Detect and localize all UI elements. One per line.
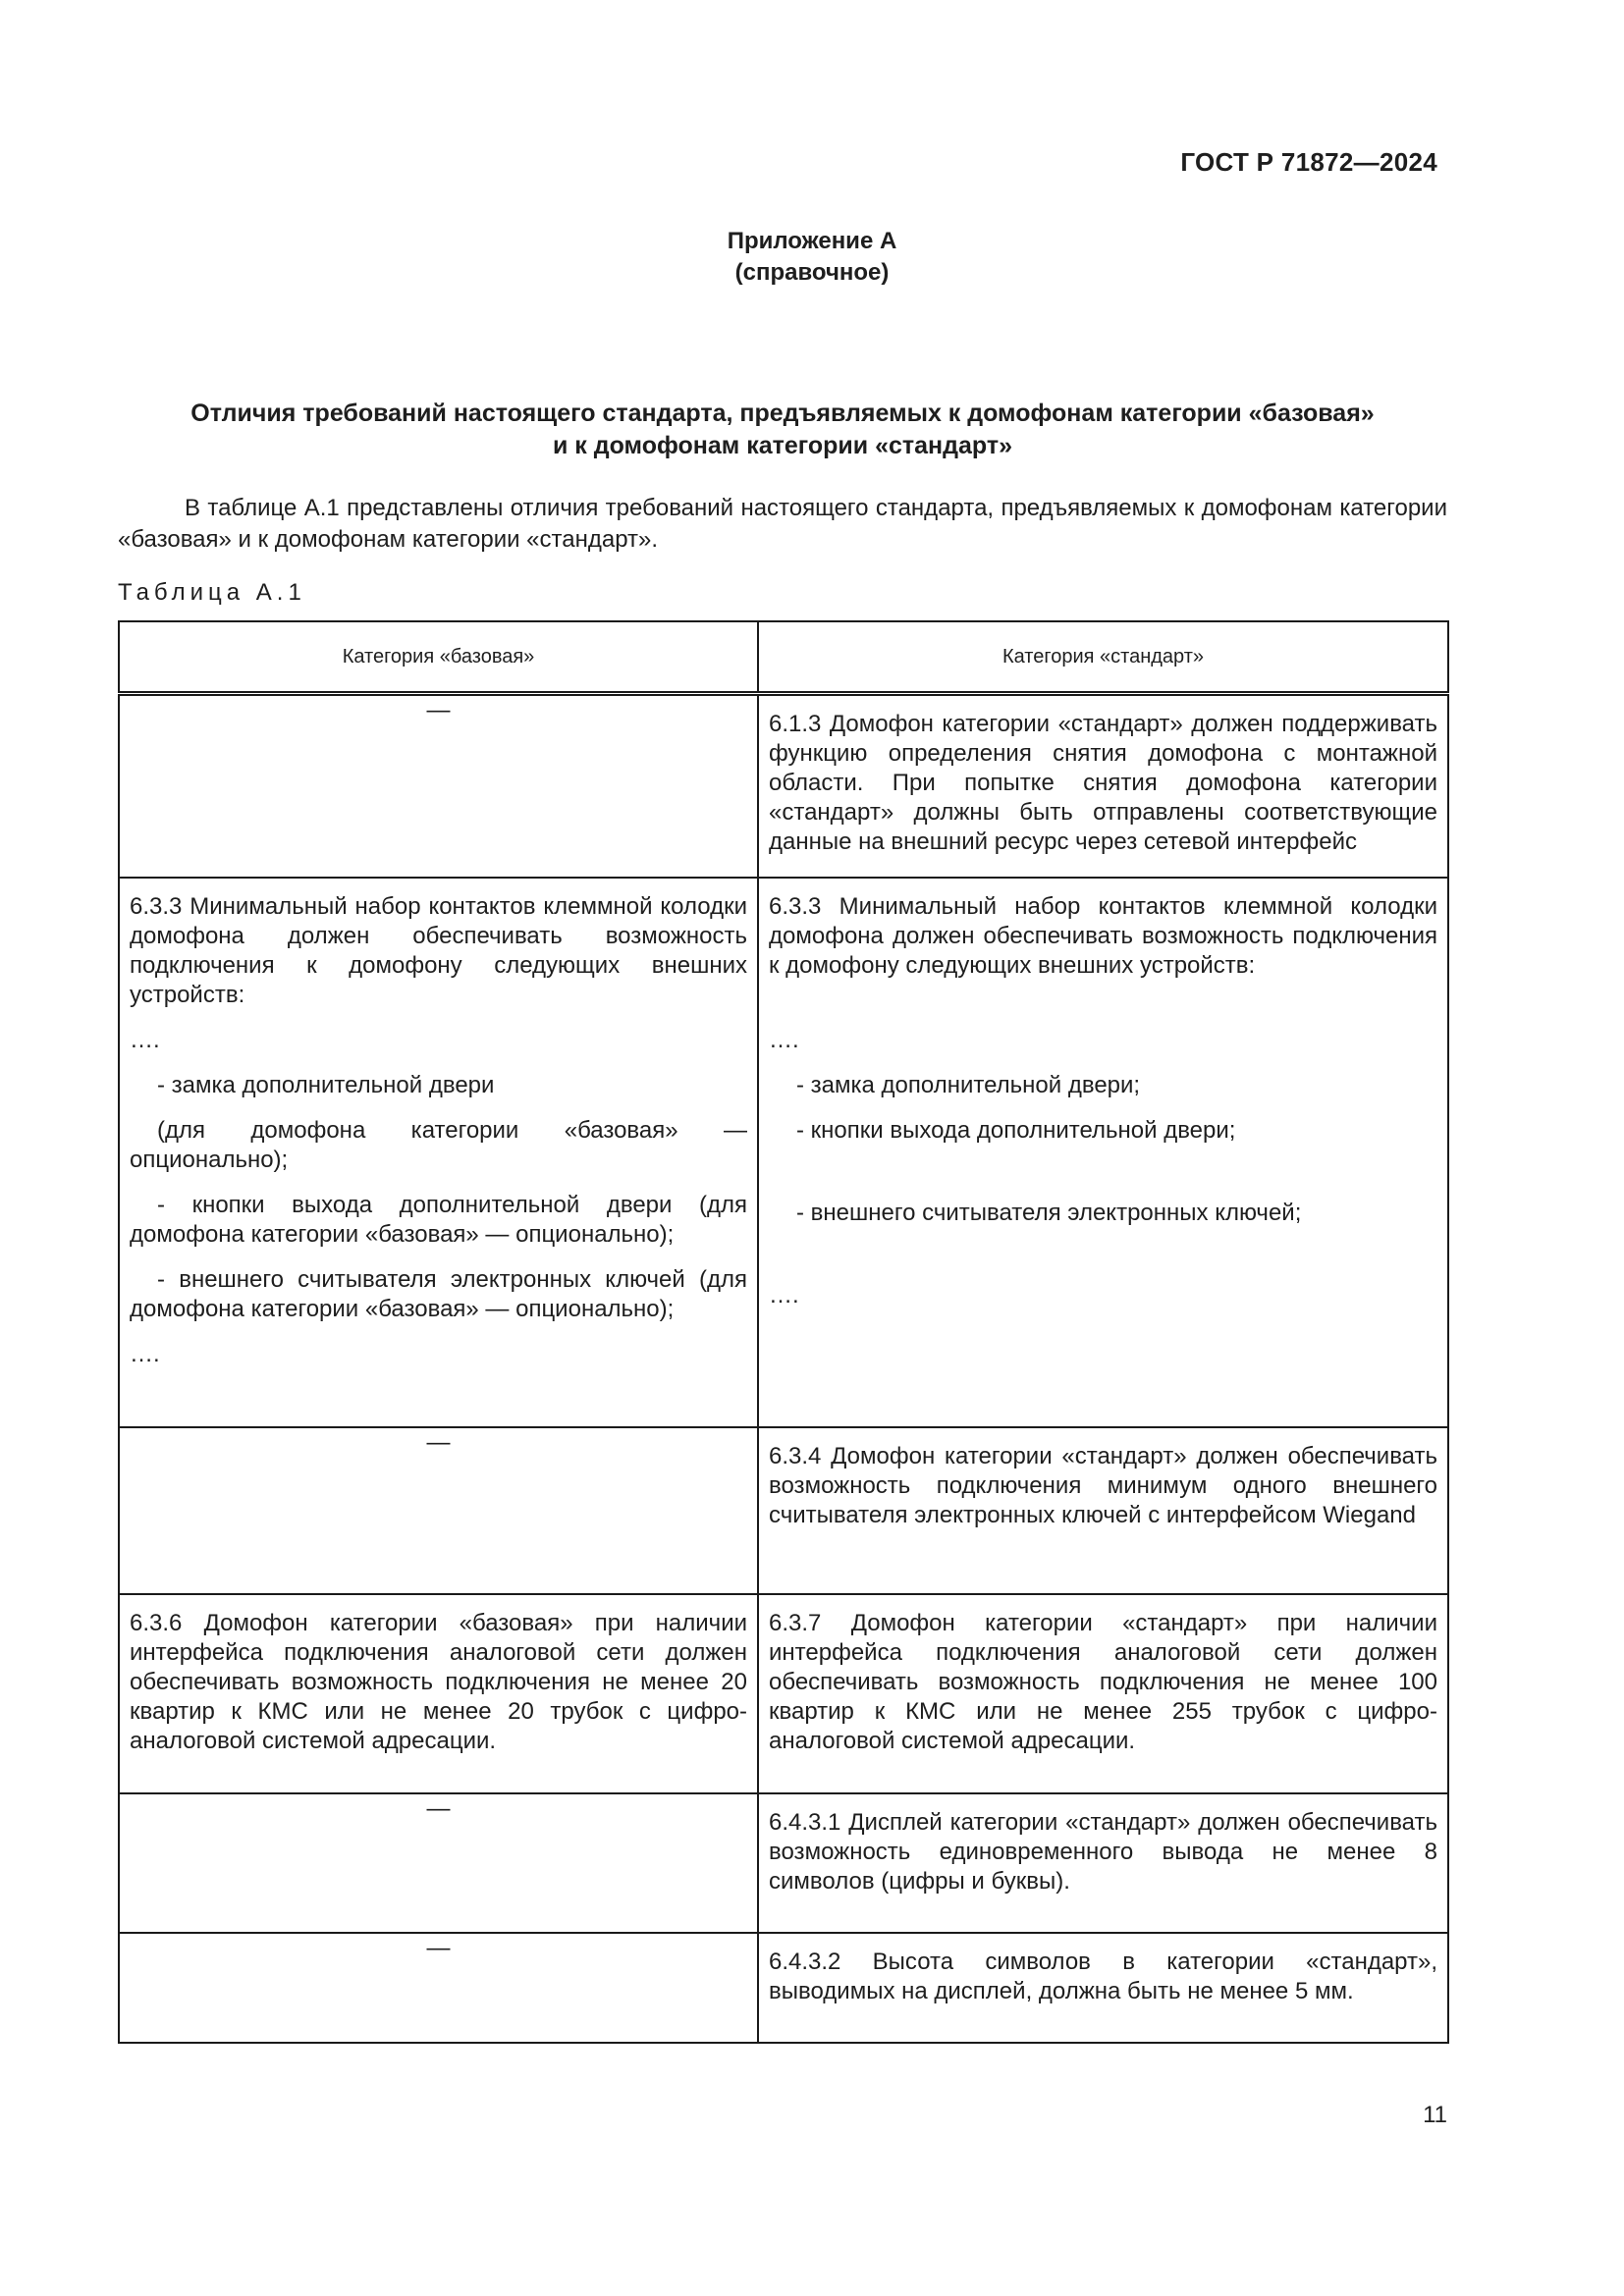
empty-dash: — [426, 1795, 451, 1822]
list-item-note: (для домофона категории «базовая» — опционально); [130, 1117, 747, 1173]
clause-6-4-3-2: 6.4.3.2 Высота символов в категории «стандарт», выводимых на дисплей, должна быть не менее 5 мм. [769, 1949, 1437, 2004]
basic-cell [119, 878, 758, 1427]
header-standard-category: Категория «стандарт» [758, 621, 1448, 694]
basic-cell [119, 1427, 758, 1594]
empty-dash: — [426, 697, 451, 723]
ellipsis: …. [769, 1282, 799, 1308]
clause-6-1-3: 6.1.3 Домофон категории «стандарт» должен поддерживать функцию определения снятия домофона с монтажной области. При попытке снятия домофона категории «стандарт» должны быть отправлены соответствующие данные на внешний ресурс через сетевой интерфейс [769, 711, 1437, 855]
table-caption: Таблица А.1 [118, 579, 306, 606]
appendix-title: Приложение А [727, 228, 897, 254]
basic-cell [119, 1793, 758, 1933]
clause-6-3-3-standard: 6.3.3 Минимальный набор контактов клеммной колодки домофона должен обеспечивать возможность подключения к домофону следующих внешних устройств: [769, 893, 1437, 979]
clause-6-3-3-basic: 6.3.3 Минимальный набор контактов клеммной колодки домофона должен обеспечивать возможность подключения к домофону следующих внешних устройств: [130, 893, 747, 1008]
section-heading-line-1: Отличия требований настоящего стандарта, предъявляемых к домофонам категории «базовая» [190, 400, 1375, 427]
basic-cell [119, 1594, 758, 1793]
empty-dash: — [426, 1429, 451, 1456]
standard-cell [758, 1793, 1448, 1933]
standard-cell [758, 878, 1448, 1427]
list-item: - кнопки выхода дополнительной двери; [796, 1117, 1236, 1144]
clause-6-3-7: 6.3.7 Домофон категории «стандарт» при наличии интерфейса подключения аналоговой сети должен обеспечивать возможность подключения не менее 100 квартир к КМС или не менее 255 трубок с цифро-аналоговой системой адресации. [769, 1610, 1437, 1754]
list-item: - внешнего считывателя электронных ключей; [796, 1200, 1302, 1226]
list-item: - замка дополнительной двери [157, 1072, 495, 1098]
standard-cell [758, 1933, 1448, 2043]
section-heading [118, 398, 1447, 462]
list-item: - внешнего считывателя электронных ключей (для домофона категории «базовая» — опционально); [130, 1266, 747, 1322]
table-header-row [119, 621, 1448, 694]
basic-cell [119, 694, 758, 879]
ellipsis: …. [769, 1027, 799, 1053]
clause-6-4-3-1: 6.4.3.1 Дисплей категории «стандарт» должен обеспечивать возможность единовременного вывода не менее 8 символов (цифры и буквы). [769, 1809, 1437, 1895]
standard-cell [758, 694, 1448, 879]
comparison-table [118, 620, 1449, 2044]
section-heading-line-2: и к домофонам категории «стандарт» [552, 432, 1013, 459]
table-row [119, 878, 1448, 1427]
standard-cell [758, 1594, 1448, 1793]
basic-cell [119, 1933, 758, 2043]
table-row [119, 1594, 1448, 1793]
clause-6-3-6: 6.3.6 Домофон категории «базовая» при наличии интерфейса подключения аналоговой сети должен обеспечивать возможность подключения не менее 20 квартир к КМС или не менее 20 трубок с цифро-аналоговой системой адресации. [130, 1610, 747, 1754]
intro-paragraph: В таблице А.1 представлены отличия требований настоящего стандарта, предъявляемых к домофонам категории «базовая» и к домофонам категории «стандарт». [118, 495, 1447, 553]
list-item: - замка дополнительной двери; [796, 1072, 1141, 1098]
document-code: ГОСТ Р 71872—2024 [1180, 147, 1437, 177]
list-item: - кнопки выхода дополнительной двери (для домофона категории «базовая» — опционально); [130, 1192, 747, 1248]
header-basic-category: Категория «базовая» [119, 621, 758, 694]
page-number: 11 [1423, 2102, 1447, 2128]
table-row [119, 1427, 1448, 1594]
empty-dash: — [426, 1935, 451, 1961]
clause-6-3-4: 6.3.4 Домофон категории «стандарт» должен обеспечивать возможность подключения минимум одного внешнего считывателя электронных ключей с интерфейсом Wiegand [769, 1443, 1437, 1528]
ellipsis: …. [130, 1027, 160, 1053]
table-row [119, 694, 1448, 879]
standard-cell [758, 1427, 1448, 1594]
ellipsis: …. [130, 1341, 160, 1367]
table-row [119, 1933, 1448, 2043]
appendix-subtitle: (справочное) [734, 259, 890, 286]
table-row [119, 1793, 1448, 1933]
